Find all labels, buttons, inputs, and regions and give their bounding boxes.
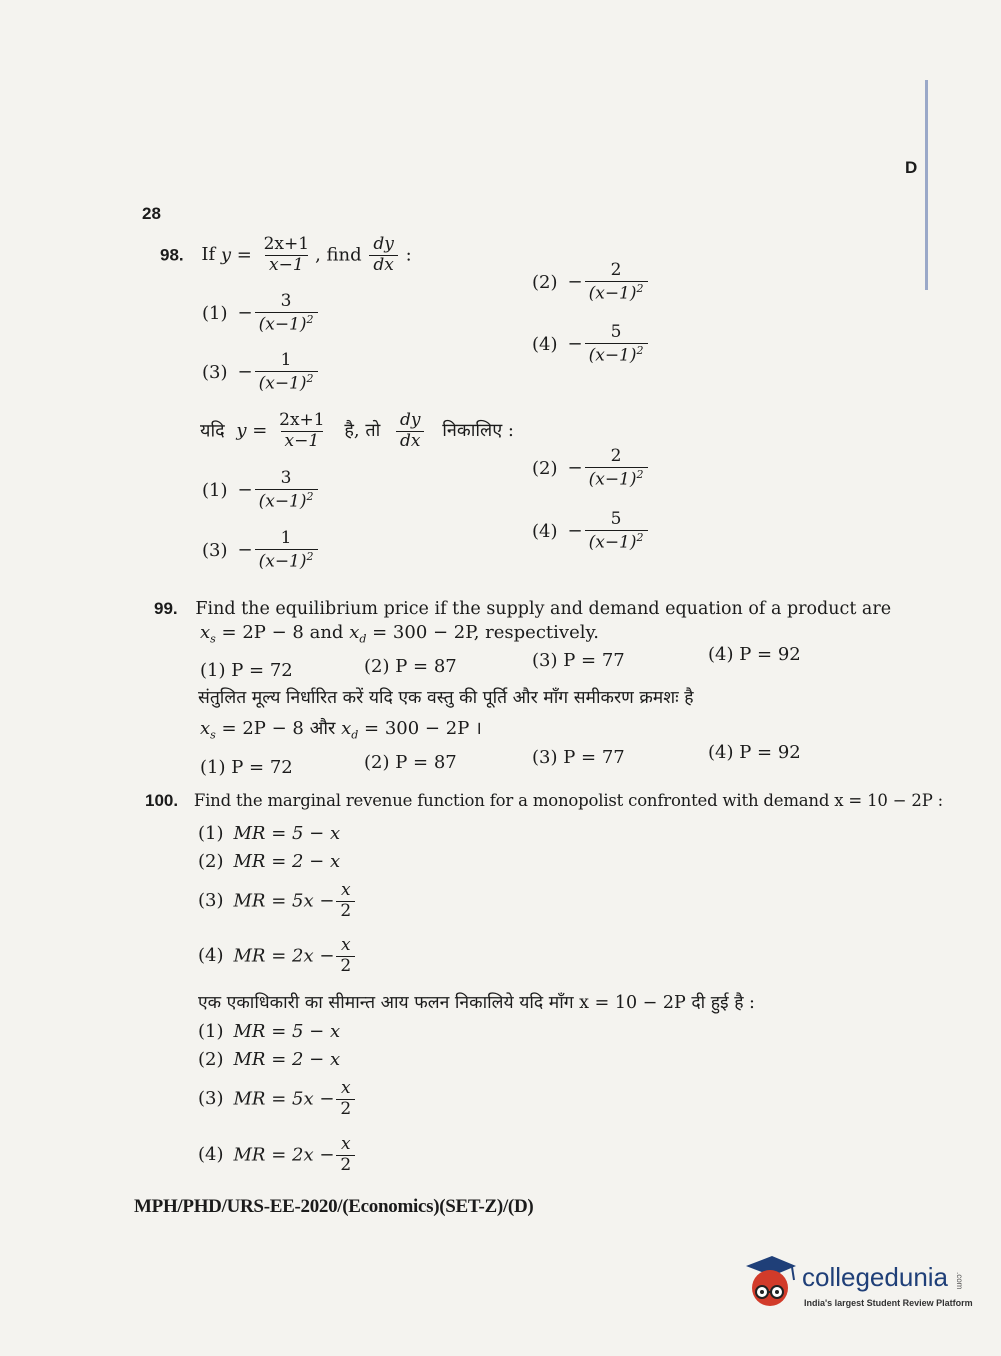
page-number: 28 <box>142 204 161 223</box>
logo-domain: .com <box>955 1272 964 1290</box>
q99-hindi-line1: संतुलित मूल्य निर्धारित करें यदि एक वस्तु की पूर्ति और माँग समीकरण क्रमशः है <box>198 688 694 708</box>
q100-en-option-2: (2) MR = 2 − x <box>198 851 341 872</box>
q98-hi-option-1: (1) − $\frac{3}{(x-1)^2}$ <box>202 470 320 511</box>
q98-english-prompt <box>160 236 412 275</box>
q100-hi-option-2: (2) MR = 2 − x <box>198 1049 341 1070</box>
q99-number: 99. <box>154 599 178 618</box>
q98-function-fraction: $\frac{2x+1}{x-1}$ <box>263 234 310 275</box>
q99-en-option-3: (3) P = 77 <box>532 650 625 671</box>
collegedunia-mascot-icon <box>742 1252 800 1314</box>
logo-wordmark: collegedunia <box>802 1262 949 1292</box>
q99-hi-option-3: (3) P = 77 <box>532 747 625 768</box>
q100-hi-option-1: (1) MR = 5 − x <box>198 1021 341 1042</box>
q98-hi-option-2: (2) − $\frac{2}{(x-1)^2}$ <box>532 448 650 489</box>
q99-en-option-1: (1) P = 72 <box>200 660 293 681</box>
q98-en-option-3: (3) − $\frac{1}{(x-1)^2}$ <box>202 352 320 393</box>
q99-hi-option-4: (4) P = 92 <box>708 742 801 763</box>
q98-y: y = <box>220 244 252 266</box>
q99-hindi-equations: $x_s = 2P - 8$ और $x_d = 300 - 2P$ । <box>200 718 482 742</box>
q98-derivative: $\frac{dy}{dx}$ <box>369 236 398 275</box>
q100-en-option-4: (4) MR = 2x − $\frac{x}{2}$ <box>198 937 357 976</box>
q99-en-option-2: (2) P = 87 <box>364 656 457 677</box>
paper-code-footer: MPH/PHD/URS-EE-2020/(Economics)(SET-Z)/(D) <box>134 1196 534 1217</box>
q99-en-option-4: (4) P = 92 <box>708 644 801 665</box>
q98-hi-if: यदि <box>200 420 225 442</box>
q98-hi-option-4: (4) − $\frac{5}{(x-1)^2}$ <box>532 511 650 552</box>
q100-hindi-prompt: एक एकाधिकारी का सीमान्त आय फलन निकालिये यदि माँग x = 10 − 2P दी हुई है : <box>198 993 755 1013</box>
q98-colon: : <box>405 244 412 266</box>
logo-tagline: India's largest Student Review Platform <box>804 1298 973 1308</box>
q100-english-prompt <box>145 790 943 811</box>
q99-english-equations: $x_s = 2P - 8$ and $x_d = 300 - 2P$, respectively. <box>200 622 599 646</box>
q99-en-text: Find the equilibrium price if the supply and demand equation of a product are <box>195 599 892 619</box>
q100-en-option-3: (3) MR = 5x − $\frac{x}{2}$ <box>198 882 357 921</box>
page-edge-line <box>925 80 928 290</box>
q98-hindi-prompt: यदि y = $\frac{2x+1}{x-1}$ है, तो $\frac{dy}{dx}$ निकालिए : <box>200 410 514 451</box>
q100-en-option-1: (1) MR = 5 − x <box>198 823 341 844</box>
q98-number: 98. <box>160 245 184 265</box>
q98-en-option-4: (4) − $\frac{5}{(x-1)^2}$ <box>532 324 650 365</box>
set-letter: D <box>905 158 918 177</box>
q100-hi-option-3: (3) MR = 5x − $\frac{x}{2}$ <box>198 1080 357 1119</box>
q98-en-option-1: (1) − $\frac{3}{(x-1)^2}$ <box>202 293 320 334</box>
q98-hi-option-3: (3) − $\frac{1}{(x-1)^2}$ <box>202 530 320 571</box>
q99-hi-option-2: (2) P = 87 <box>364 752 457 773</box>
q99-english-line1 <box>154 598 891 619</box>
q98-if: If <box>201 244 216 266</box>
q100-number: 100. <box>145 791 179 810</box>
q98-find: , find <box>315 244 362 266</box>
q99-hi-option-1: (1) P = 72 <box>200 757 293 778</box>
q100-hi-option-4: (4) MR = 2x − $\frac{x}{2}$ <box>198 1136 357 1175</box>
q98-en-option-2: (2) − $\frac{2}{(x-1)^2}$ <box>532 262 650 303</box>
q100-en-text: Find the marginal revenue function for a monopolist confronted with demand x = 10 − 2P : <box>193 791 943 810</box>
